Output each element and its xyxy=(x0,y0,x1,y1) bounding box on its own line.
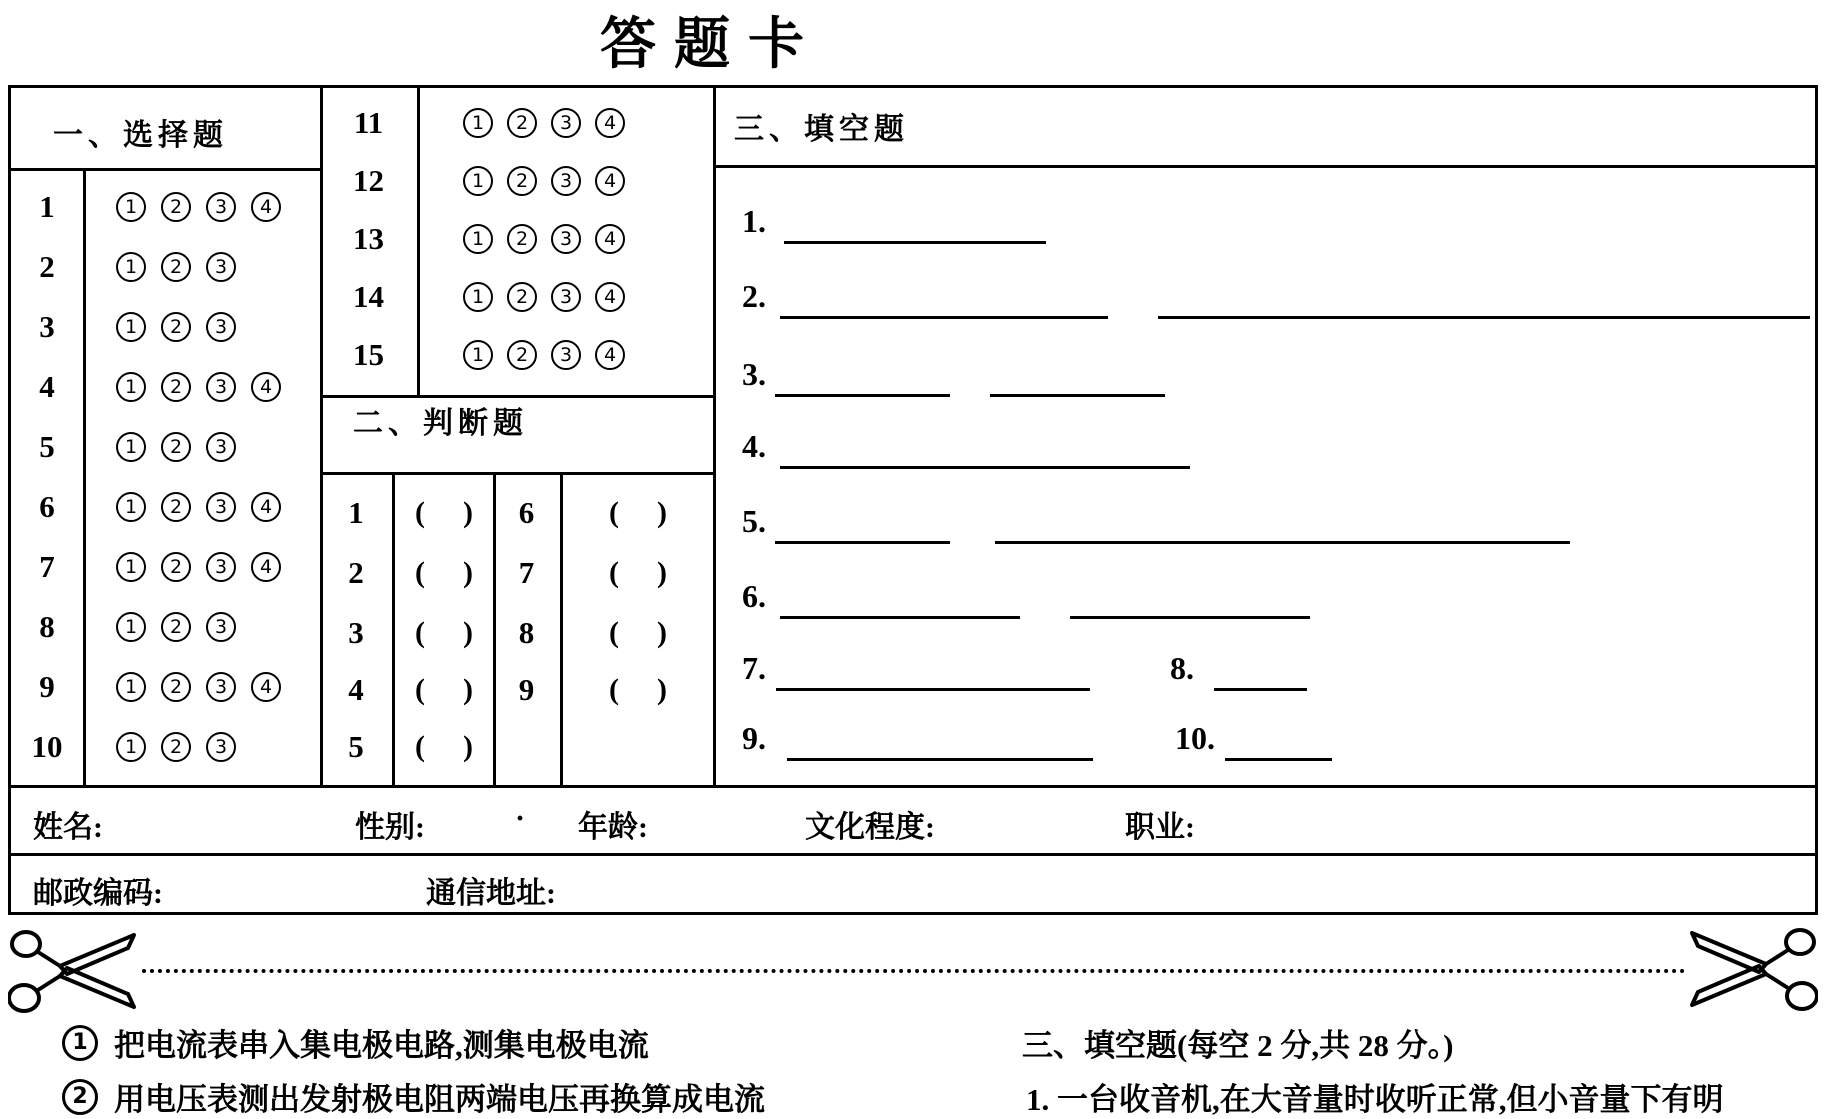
option-bubble[interactable]: 3 xyxy=(551,224,581,254)
question-number: 14 xyxy=(353,279,384,314)
paren-close: ) xyxy=(463,556,473,589)
option-bubble[interactable]: 3 xyxy=(206,252,236,282)
option-bubble[interactable]: 1 xyxy=(116,492,146,522)
section-header-choice: 一、选择题 xyxy=(53,119,228,152)
fill-blank-line[interactable] xyxy=(1225,758,1332,761)
question-number: 1 xyxy=(39,189,55,224)
option-bubble[interactable]: 4 xyxy=(251,552,281,582)
paren-open: ( xyxy=(415,616,425,649)
paren-close: ) xyxy=(657,616,667,649)
paren-open: ( xyxy=(609,616,619,649)
paren-close: ) xyxy=(463,496,473,529)
question-number: 4 xyxy=(39,369,55,404)
fill-blank-line[interactable] xyxy=(995,541,1570,544)
fill-blank-line[interactable] xyxy=(1214,688,1307,691)
option-bubble[interactable]: 4 xyxy=(251,372,281,402)
option-bubble[interactable]: 2 xyxy=(161,612,191,642)
paren-open: ( xyxy=(415,673,425,706)
paren-open: ( xyxy=(609,496,619,529)
paren-open: ( xyxy=(415,556,425,589)
option-bubble[interactable]: 1 xyxy=(463,166,493,196)
fill-blank-line[interactable] xyxy=(780,616,1020,619)
option-bubble[interactable]: 2 xyxy=(161,432,191,462)
label-address: 通信地址: xyxy=(426,877,556,910)
paren-open: ( xyxy=(609,673,619,706)
judge-question-number: 5 xyxy=(348,729,364,764)
option-bubble[interactable]: 2 xyxy=(161,312,191,342)
answer-sheet-table xyxy=(8,85,1818,915)
option-bubble[interactable]: 2 xyxy=(507,282,537,312)
cut-line xyxy=(142,969,1686,973)
question-number: 6 xyxy=(39,489,55,524)
paren-close: ) xyxy=(657,496,667,529)
option-bubble[interactable]: 2 xyxy=(161,732,191,762)
option-bubble[interactable]: 2 xyxy=(161,672,191,702)
option-bubble[interactable]: 2 xyxy=(507,108,537,138)
option-bubble[interactable]: 4 xyxy=(251,672,281,702)
footer-note-1 xyxy=(62,1020,649,1065)
footer-fill-question-1 xyxy=(1026,1074,1724,1119)
option-bubble[interactable]: 4 xyxy=(595,166,625,196)
option-bubble[interactable]: 1 xyxy=(116,192,146,222)
option-bubble[interactable]: 1 xyxy=(463,224,493,254)
option-bubble[interactable]: 3 xyxy=(206,732,236,762)
option-bubble[interactable]: 2 xyxy=(161,252,191,282)
option-bubble[interactable]: 1 xyxy=(116,312,146,342)
option-bubble[interactable]: 1 xyxy=(116,552,146,582)
option-bubble[interactable]: 1 xyxy=(116,432,146,462)
option-bubble[interactable]: 1 xyxy=(116,612,146,642)
option-bubble[interactable]: 3 xyxy=(206,372,236,402)
fill-item-number: 3. xyxy=(742,356,766,392)
option-bubble[interactable]: 3 xyxy=(551,340,581,370)
circled-number-2: 2 xyxy=(62,1079,98,1115)
option-bubble[interactable]: 2 xyxy=(161,492,191,522)
option-bubble[interactable]: 2 xyxy=(507,166,537,196)
footer-fill-title-text: 三、填空题(每空 2 分,共 28 分。) xyxy=(1022,1028,1454,1063)
footer-note-1-text: 把电流表串入集电极电路,测集电极电流 xyxy=(114,1028,649,1063)
scissors-icon-left xyxy=(8,926,140,1018)
question-number: 15 xyxy=(353,337,384,372)
fill-item-number: 8. xyxy=(1170,650,1194,686)
label-education: 文化程度: xyxy=(805,811,935,844)
judge-question-number: 1 xyxy=(348,495,364,530)
question-number: 13 xyxy=(353,221,384,256)
fill-blank-items xyxy=(11,88,1815,912)
fill-blank-line[interactable] xyxy=(775,394,950,397)
question-number: 11 xyxy=(353,105,384,140)
question-number: 7 xyxy=(39,549,55,584)
fill-blank-line[interactable] xyxy=(780,466,1190,469)
label-age: 年龄: xyxy=(578,811,648,844)
section-header-fill: 三、填空题 xyxy=(734,113,909,146)
question-number: 9 xyxy=(39,669,55,704)
fill-blank-line[interactable] xyxy=(1070,616,1310,619)
option-bubble[interactable]: 4 xyxy=(251,492,281,522)
fill-blank-line[interactable] xyxy=(990,394,1165,397)
option-bubble[interactable]: 4 xyxy=(251,192,281,222)
section-header-judge: 二、判断题 xyxy=(353,407,528,440)
separator-dot: · xyxy=(515,802,526,835)
option-bubble[interactable]: 3 xyxy=(206,312,236,342)
option-bubble[interactable]: 1 xyxy=(116,252,146,282)
label-gender: 性别: xyxy=(355,811,425,844)
label-occupation: 职业: xyxy=(1125,811,1195,844)
fill-item-number: 4. xyxy=(742,428,766,464)
option-bubble[interactable]: 1 xyxy=(463,340,493,370)
option-bubble[interactable]: 1 xyxy=(116,732,146,762)
question-number: 12 xyxy=(353,163,384,198)
label-name: 姓名: xyxy=(33,811,103,844)
option-bubble[interactable]: 2 xyxy=(507,224,537,254)
paren-open: ( xyxy=(609,556,619,589)
question-number: 8 xyxy=(39,609,55,644)
footer-fill-question-1-text: 1. 一台收音机,在大音量时收听正常,但小音量下有明 xyxy=(1026,1082,1724,1117)
fill-item-number: 7. xyxy=(742,650,766,686)
paren-close: ) xyxy=(463,673,473,706)
judge-question-number: 8 xyxy=(518,615,535,650)
option-bubble[interactable]: 3 xyxy=(551,282,581,312)
option-bubble[interactable]: 2 xyxy=(161,552,191,582)
option-bubble[interactable]: 3 xyxy=(206,672,236,702)
footer-fill-section-title xyxy=(1022,1020,1453,1065)
option-bubble[interactable]: 1 xyxy=(116,672,146,702)
option-bubble[interactable]: 4 xyxy=(595,340,625,370)
question-number: 10 xyxy=(31,729,63,764)
footer-note-2 xyxy=(62,1074,765,1119)
fill-blank-line[interactable] xyxy=(780,316,1108,319)
footer-note-2-text: 用电压表测出发射极电阻两端电压再换算成电流 xyxy=(114,1082,765,1117)
paren-close: ) xyxy=(657,556,667,589)
fill-blank-line[interactable] xyxy=(1158,316,1810,319)
option-bubble[interactable]: 3 xyxy=(206,552,236,582)
judge-question-number: 6 xyxy=(518,495,535,530)
fill-blank-line[interactable] xyxy=(784,241,1046,244)
fill-blank-line[interactable] xyxy=(775,541,950,544)
fill-item-number: 6. xyxy=(742,578,766,614)
question-number: 2 xyxy=(39,249,55,284)
option-bubble[interactable]: 2 xyxy=(161,192,191,222)
fill-item-number: 10. xyxy=(1175,720,1215,756)
paren-close: ) xyxy=(657,673,667,706)
fill-blank-line[interactable] xyxy=(787,758,1093,761)
paren-close: ) xyxy=(463,730,473,763)
option-bubble[interactable]: 1 xyxy=(116,372,146,402)
judge-question-number: 9 xyxy=(518,672,535,707)
option-bubble[interactable]: 1 xyxy=(463,108,493,138)
option-bubble[interactable]: 2 xyxy=(161,372,191,402)
option-bubble[interactable]: 4 xyxy=(595,224,625,254)
fill-blank-line[interactable] xyxy=(776,688,1090,691)
option-bubble[interactable]: 1 xyxy=(463,282,493,312)
judge-question-number: 2 xyxy=(348,555,364,590)
option-bubble[interactable]: 4 xyxy=(595,282,625,312)
circled-number-1: 1 xyxy=(62,1025,98,1061)
label-postal-code: 邮政编码: xyxy=(33,877,163,910)
page-title: 答 题 卡 xyxy=(600,14,806,76)
question-number: 5 xyxy=(39,429,55,464)
fill-item-number: 1. xyxy=(742,203,766,239)
fill-item-number: 9. xyxy=(742,720,766,756)
option-bubble[interactable]: 4 xyxy=(595,108,625,138)
option-bubble[interactable]: 3 xyxy=(551,166,581,196)
paren-open: ( xyxy=(415,730,425,763)
judge-question-number: 4 xyxy=(348,672,364,707)
option-bubble[interactable]: 3 xyxy=(206,432,236,462)
option-bubble[interactable]: 3 xyxy=(206,612,236,642)
fill-item-number: 2. xyxy=(742,278,766,314)
paren-open: ( xyxy=(415,496,425,529)
judge-question-number: 3 xyxy=(348,615,364,650)
option-bubble[interactable]: 3 xyxy=(206,492,236,522)
question-number: 3 xyxy=(39,309,55,344)
paren-close: ) xyxy=(463,616,473,649)
judge-question-number: 7 xyxy=(518,555,535,590)
option-bubble[interactable]: 3 xyxy=(206,192,236,222)
option-bubble[interactable]: 2 xyxy=(507,340,537,370)
fill-item-number: 5. xyxy=(742,503,766,539)
scissors-icon-right xyxy=(1686,924,1818,1016)
option-bubble[interactable]: 3 xyxy=(551,108,581,138)
